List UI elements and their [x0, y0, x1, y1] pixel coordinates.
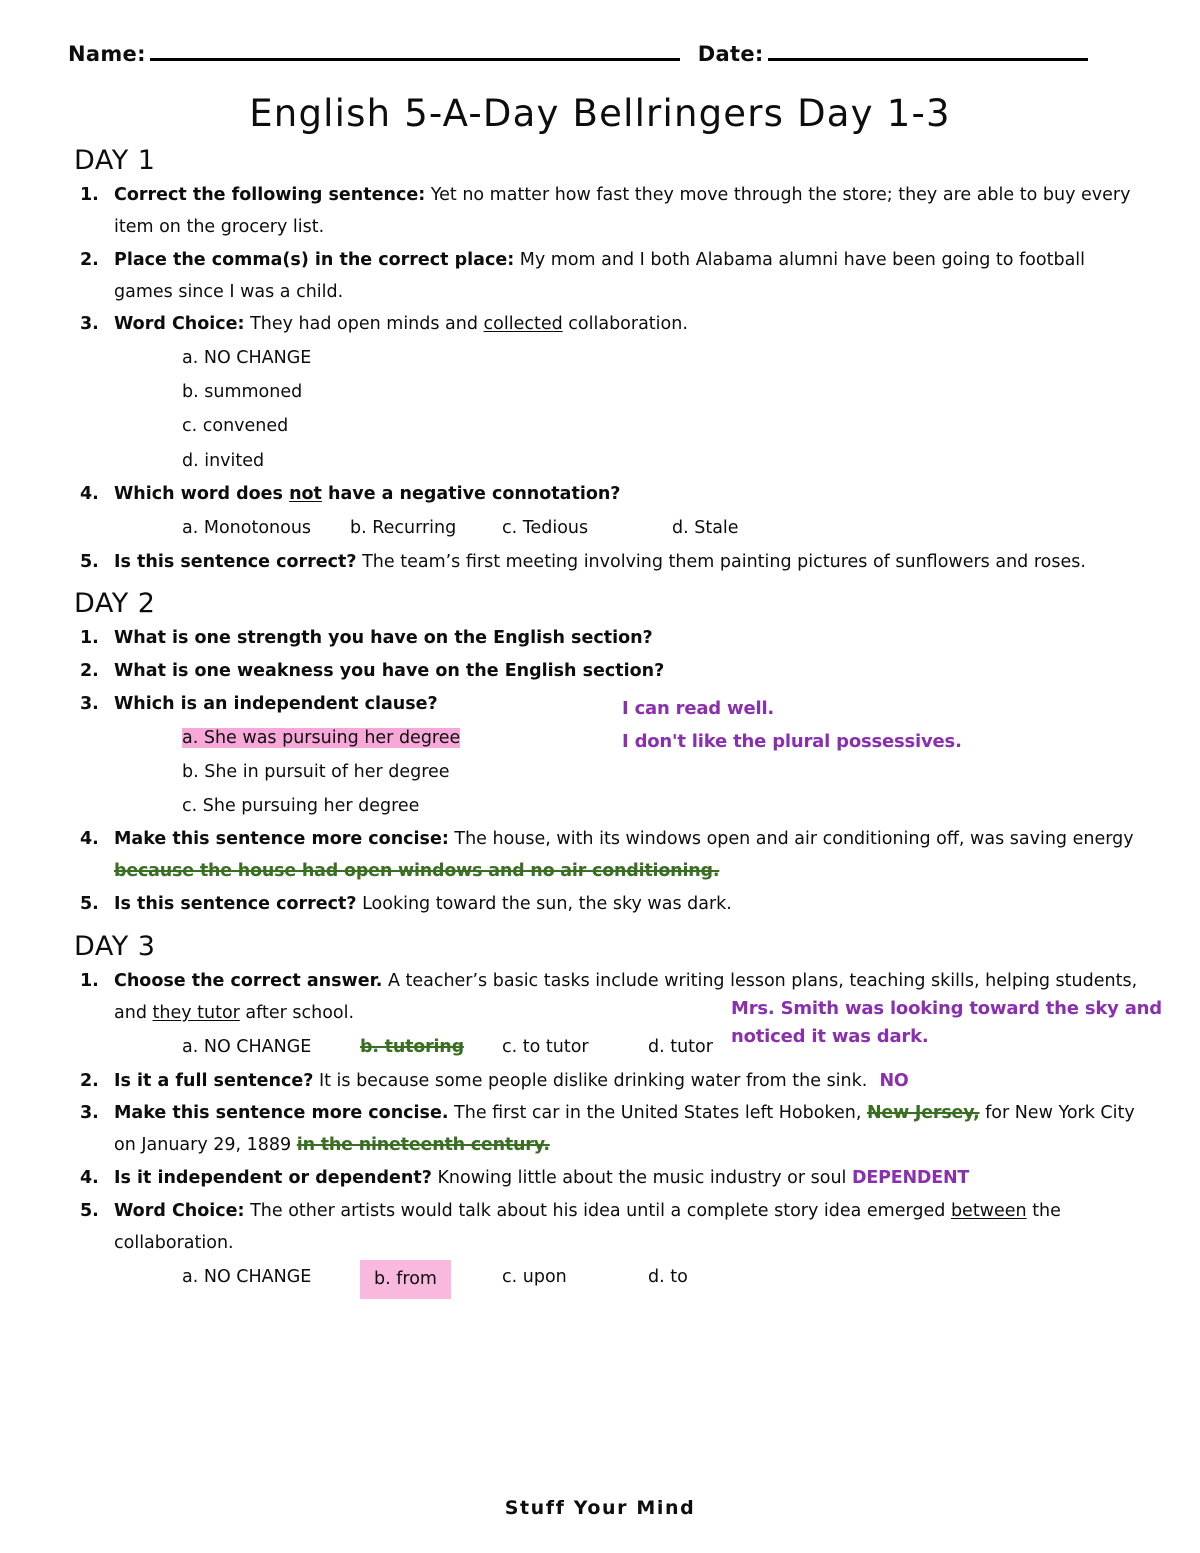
question-number: 5. [80, 551, 99, 572]
choice-item[interactable]: d. to [648, 1266, 688, 1287]
question-stem: Place the comma(s) in the correct place: [114, 249, 515, 270]
question-item [58, 245, 1142, 309]
question-number: 1. [80, 185, 99, 205]
student-annotation: DEPENDENT [852, 1168, 970, 1189]
day-3-heading: DAY 3 [74, 930, 156, 962]
answer-choices-inline [114, 1260, 1142, 1299]
choice-item[interactable]: c. upon [502, 1266, 567, 1287]
date-label: Date: [697, 42, 764, 66]
question-text: Knowing little about the music industry or soul [431, 1168, 847, 1189]
day-2-questions [58, 623, 1142, 920]
question-item [58, 309, 1142, 477]
question-stem: Choose the correct answer. [114, 970, 383, 991]
choice-item-struck[interactable]: b. tutoring [360, 1036, 464, 1057]
choice-item[interactable]: c. She pursuing her degree [182, 796, 420, 817]
question-text: A teacher’s basic tasks include writing lesson plans, teaching skills, helping students, and [114, 970, 1138, 1023]
question-item [58, 1163, 1142, 1195]
question-text: Looking toward the sun, the sky was dark. [356, 894, 732, 914]
question-number: 4. [80, 829, 99, 850]
question-item [58, 889, 1142, 921]
name-label: Name: [68, 42, 146, 66]
struck-text: New Jersey, [866, 1103, 980, 1124]
question-item [58, 1066, 1142, 1098]
question-stem: What is one strength you have on the English section? [114, 628, 653, 649]
question-number: 3. [80, 314, 99, 335]
choice-label: b. from [360, 1260, 451, 1299]
question-stem: Is this sentence correct? [114, 894, 357, 914]
question-stem: What is one weakness you have on the English section? [114, 661, 665, 682]
choice-item[interactable]: a. NO CHANGE [182, 348, 312, 369]
underlined-word: not [289, 483, 322, 504]
page-title: English 5-A-Day Bellringers Day 1-3 [249, 92, 951, 135]
question-stem: Make this sentence more concise. [114, 1103, 449, 1124]
question-text: The house, with its windows open and air conditioning off, was saving energy [448, 829, 1134, 850]
question-stem: Make this sentence more concise: [114, 829, 449, 850]
question-item [58, 656, 1142, 688]
question-number: 2. [80, 249, 99, 270]
question-item [58, 1196, 1142, 1299]
question-stem-tail: have a negative connotation? [321, 483, 621, 504]
question-text-tail: the collaboration. [114, 1200, 1061, 1253]
question-text: My mom and I both Alabama alumni have been going to football games since I was a child. [114, 249, 1086, 302]
day-2-heading: DAY 2 [74, 588, 156, 620]
choice-item[interactable]: b. summoned [182, 382, 303, 403]
answer-choices [114, 341, 1142, 478]
choice-item[interactable]: c. Tedious [502, 517, 589, 538]
question-stem: Is this sentence correct? [114, 551, 357, 572]
question-number: 1. [80, 628, 99, 649]
question-item [58, 479, 1142, 546]
question-stem: Which is an independent clause? [114, 694, 438, 715]
choice-item[interactable]: b. She in pursuit of her degree [182, 762, 450, 783]
underlined-word: collected [483, 314, 563, 335]
choice-item[interactable]: a. Monotonous [182, 517, 312, 538]
question-stem: Is it a full sentence? [114, 1070, 314, 1091]
question-text: They had open minds and [244, 314, 484, 335]
question-text: The team’s first meeting involving them painting pictures of sunflowers and roses. [356, 551, 1086, 572]
choice-label: a. She was pursuing her degree [182, 727, 461, 748]
student-annotation: I don't like the plural possessives. [622, 731, 962, 752]
question-item [58, 547, 1142, 579]
question-number: 4. [80, 483, 99, 504]
question-item [58, 623, 1142, 655]
choice-item[interactable]: c. convened [182, 416, 289, 437]
question-stem: Word Choice: [114, 314, 245, 335]
student-annotation: NO [879, 1070, 909, 1091]
question-text-tail: collaboration. [562, 314, 688, 335]
question-item [58, 180, 1142, 244]
question-text: The other artists would talk about his idea until a complete story idea emerged [244, 1200, 951, 1221]
question-text: Yet no matter how fast they move through the store; they are able to buy every item on the grocery list. [114, 185, 1131, 237]
answer-choices-inline [114, 511, 1142, 546]
question-text-mid: for New York City on January 29, 1889 [114, 1103, 1135, 1156]
question-item [58, 1098, 1142, 1162]
question-number: 1. [80, 970, 99, 991]
question-item [58, 824, 1142, 888]
name-date-row [68, 42, 1142, 66]
name-write-line[interactable] [150, 58, 680, 61]
question-number: 2. [80, 1070, 99, 1091]
struck-text: because the house had open windows and no air conditioning. [114, 861, 720, 882]
question-text: The first car in the United States left Hoboken, [448, 1103, 867, 1124]
choice-item[interactable]: d. tutor [648, 1036, 713, 1057]
question-number: 3. [80, 694, 99, 715]
question-stem: Correct the following sentence: [114, 185, 426, 205]
day-1-heading: DAY 1 [74, 145, 156, 176]
student-annotation: Mrs. Smith was looking toward the sky and noticed it was dark. [731, 998, 1162, 1047]
choice-item[interactable]: a. NO CHANGE [182, 1036, 312, 1057]
question-number: 5. [80, 894, 99, 914]
question-number: 4. [80, 1168, 99, 1189]
choice-item[interactable]: a. NO CHANGE [182, 1266, 312, 1287]
question-text-tail: after school. [239, 1002, 355, 1023]
question-number: 5. [80, 1200, 99, 1221]
question-number: 3. [80, 1103, 99, 1124]
choice-item[interactable]: d. Stale [672, 517, 739, 538]
choice-item-wrap[interactable] [360, 1260, 502, 1299]
question-stem: Is it independent or dependent? [114, 1168, 432, 1189]
page-footer: Stuff Your Mind [504, 1497, 696, 1519]
day-1-questions [58, 180, 1142, 578]
struck-text: in the nineteenth century. [296, 1135, 550, 1156]
date-write-line[interactable] [768, 58, 1088, 61]
question-text: It is because some people dislike drinking water from the sink. [313, 1070, 868, 1091]
question-number: 2. [80, 661, 99, 682]
question-item [58, 689, 1142, 823]
underlined-phrase: they tutor [152, 1002, 240, 1023]
question-stem: Word Choice: [114, 1200, 245, 1221]
underlined-word: between [950, 1200, 1027, 1221]
choice-item[interactable]: c. to tutor [502, 1036, 589, 1057]
question-stem: Which word does [114, 483, 290, 504]
choice-item[interactable]: b. Recurring [350, 517, 457, 538]
student-annotation: I can read well. [622, 698, 775, 719]
choice-item[interactable]: d. invited [182, 450, 265, 471]
